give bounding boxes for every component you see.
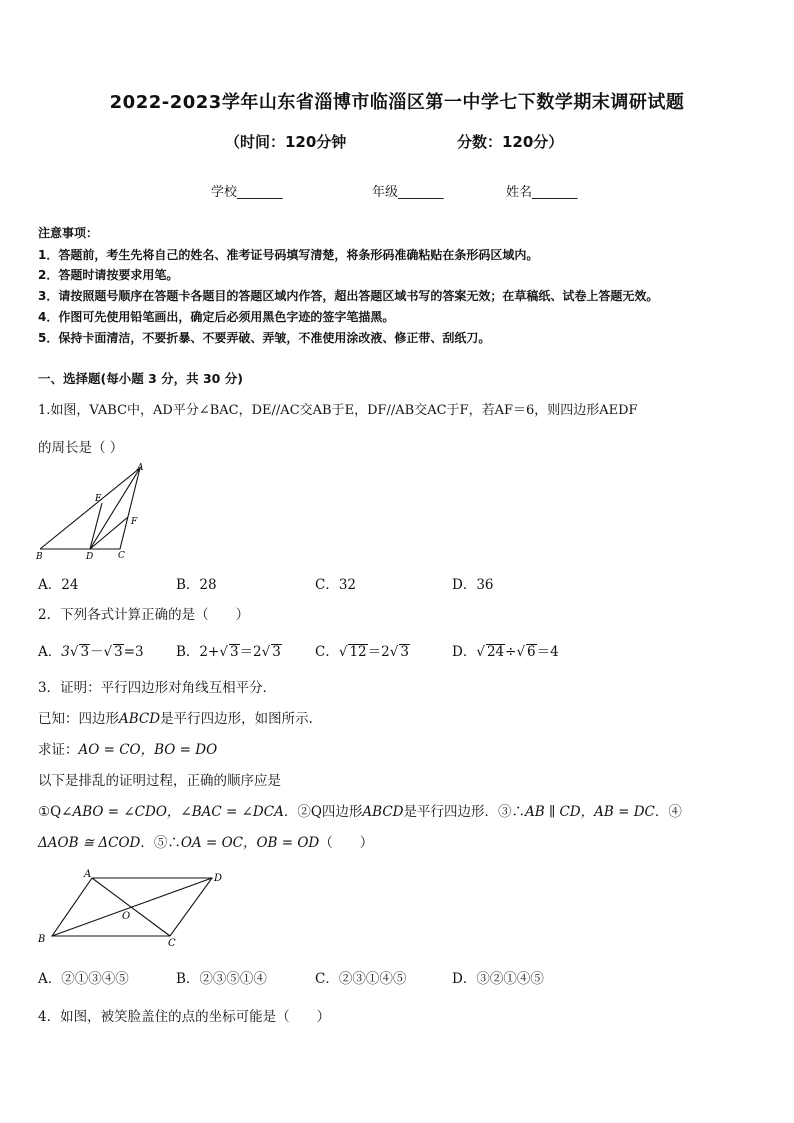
q1-label-b: B: [36, 552, 43, 562]
q2-c-rad2: 3: [400, 644, 409, 660]
q3-prove: [38, 738, 217, 758]
q2-option-b-letter: B．: [176, 644, 200, 660]
name-field: 姓名_______: [506, 185, 578, 200]
q3-step-1-marker: ①Q: [38, 804, 62, 820]
q2-option-c-letter: C．: [315, 644, 339, 660]
q1-option-d: D．36: [452, 577, 494, 593]
q3-step-3-math: AB ∥ CD，AB = DC: [524, 804, 655, 820]
q3-label-b: B: [38, 934, 46, 945]
exam-score: 分数：120分）: [457, 133, 564, 151]
q2-option-c: C．√ 12＝2√ 3: [315, 644, 409, 660]
section-title: 一、选择题(每小题 3 分，共 30 分): [38, 371, 243, 386]
q1-option-a: A．24: [38, 577, 79, 593]
page-title: 2022-2023学年山东省淄博市临淄区第一中学七下数学期末调研试题: [109, 92, 685, 113]
q2-b-eq: ＝2: [239, 644, 262, 660]
q2-a-rad2: 3: [114, 644, 123, 660]
school-field: 学校_______: [211, 185, 283, 200]
q3-answer-blank: （ ）: [319, 835, 374, 851]
q3-step-5-math: OA = OC，OB = OD: [180, 835, 320, 851]
q3-given: [38, 707, 322, 727]
q3-parallelogram-figure: [32, 864, 238, 952]
q1-label-c: C: [118, 551, 125, 561]
exam-time: （时间：120分钟: [225, 133, 347, 151]
q2-c-rad1: 12: [349, 644, 367, 660]
q3-label-d: D: [214, 873, 223, 884]
q2-stem: 2．下列各式计算正确的是（ ）: [38, 607, 250, 623]
q2-a-minus: －: [90, 644, 104, 660]
q1-label-a: A: [137, 463, 144, 473]
q3-step-3-marker: 是平行四边形．③∴: [403, 804, 525, 820]
q2-b-coef: 2+: [199, 644, 220, 660]
notes-heading: 注意事项：: [38, 226, 99, 240]
q3-step-1-math: ∠ABO = ∠CDO，∠BAC = ∠DCA: [61, 804, 284, 820]
q3-given-suffix: 是平行四边形，如图所示．: [160, 711, 323, 727]
note-item: 2．答题时请按要求用笔。: [38, 268, 179, 282]
q3-intro: 以下是排乱的证明过程，正确的顺序应是: [38, 773, 281, 789]
q3-steps-line1: [38, 800, 682, 820]
q1-label-e: E: [95, 494, 102, 504]
note-item: 5．保持卡面清洁，不要折暴、不要弄破、弄皱，不准使用涂改液、修正带、刮纸刀。: [38, 331, 491, 345]
note-item: 4．作图可先使用铅笔画出，确定后必须用黑色字迹的签字笔描黑。: [38, 310, 395, 324]
q2-c-eq: ＝2: [367, 644, 390, 660]
q3-option-c: C．②③①④⑤: [315, 971, 407, 987]
note-item: 1．答题前，考生先将自己的姓名、准考证号码填写清楚，将条形码准确粘贴在条形码区域内。: [38, 248, 539, 262]
q3-step-5-marker: ．⑤∴: [140, 835, 181, 851]
q3-option-a: A．②①③④⑤: [38, 971, 129, 987]
q2-a-eq: =3: [123, 644, 144, 660]
q2-option-d-letter: D．: [452, 644, 477, 660]
q3-stem: 3．证明：平行四边形对角线互相平分．: [38, 680, 277, 696]
q3-label-o: O: [122, 911, 131, 922]
q3-label-a: A: [84, 869, 92, 880]
q2-a-coef: 3: [61, 644, 70, 660]
q2-option-a-letter: A．: [38, 644, 62, 660]
q3-label-c: C: [168, 938, 176, 949]
q2-a-rad1: 3: [80, 644, 90, 660]
q3-step-4-math: ΔAOB ≅ ΔCOD: [38, 835, 141, 851]
grade-field: 年级_______: [372, 185, 444, 200]
q3-prove-math: AO = CO，BO = DO: [78, 742, 218, 758]
q1-triangle-figure: [30, 460, 160, 566]
q2-d-eq: ＝4: [536, 644, 559, 660]
q3-step-4-marker: ．④: [654, 804, 682, 820]
q2-d-rad2: 6: [527, 644, 536, 660]
q3-step-2-math: ABCD: [362, 804, 404, 820]
q3-step-2-marker: ．②Q四边形: [283, 804, 363, 820]
q1-label-d: D: [86, 552, 94, 562]
q1-option-c: C．32: [315, 577, 357, 593]
q2-d-div: ÷: [505, 644, 517, 660]
q1-option-b: B．28: [176, 577, 217, 593]
q4-stem: 4．如图，被笑脸盖住的点的坐标可能是（ ）: [38, 1009, 331, 1025]
note-item: 3．请按照题号顺序在答题卡各题目的答题区域内作答，超出答题区域书写的答案无效；在草稿纸、试卷上答题无效。: [38, 289, 659, 303]
q3-steps-line2: [38, 831, 373, 851]
q2-b-rad1: 3: [229, 644, 239, 660]
q3-given-prefix: 已知：四边形: [38, 711, 119, 727]
q3-option-d: D．③②①④⑤: [452, 971, 544, 987]
q2-d-rad1: 24: [486, 644, 505, 660]
q2-option-a: A．3√ 3－√ 3=3: [38, 644, 144, 660]
q3-option-b: B．②③⑤①④: [176, 971, 267, 987]
q1-label-f: F: [131, 517, 138, 527]
q1-stem-line1: 1.如图，VABC中，AD平分∠BAC，DE//AC交AB于E，DF//AB交AC于F，若AF＝6，则四边形AEDF: [38, 403, 638, 418]
q3-given-math: ABCD: [119, 711, 161, 727]
q2-b-rad2: 3: [272, 644, 281, 660]
q1-stem-line2: 的周长是（ ）: [38, 440, 124, 456]
q2-option-b: B．2+√ 3＝2√ 3: [176, 644, 281, 660]
q2-option-d: D．√ 24÷√ 6＝4: [452, 644, 559, 660]
q3-prove-prefix: 求证：: [38, 742, 79, 758]
